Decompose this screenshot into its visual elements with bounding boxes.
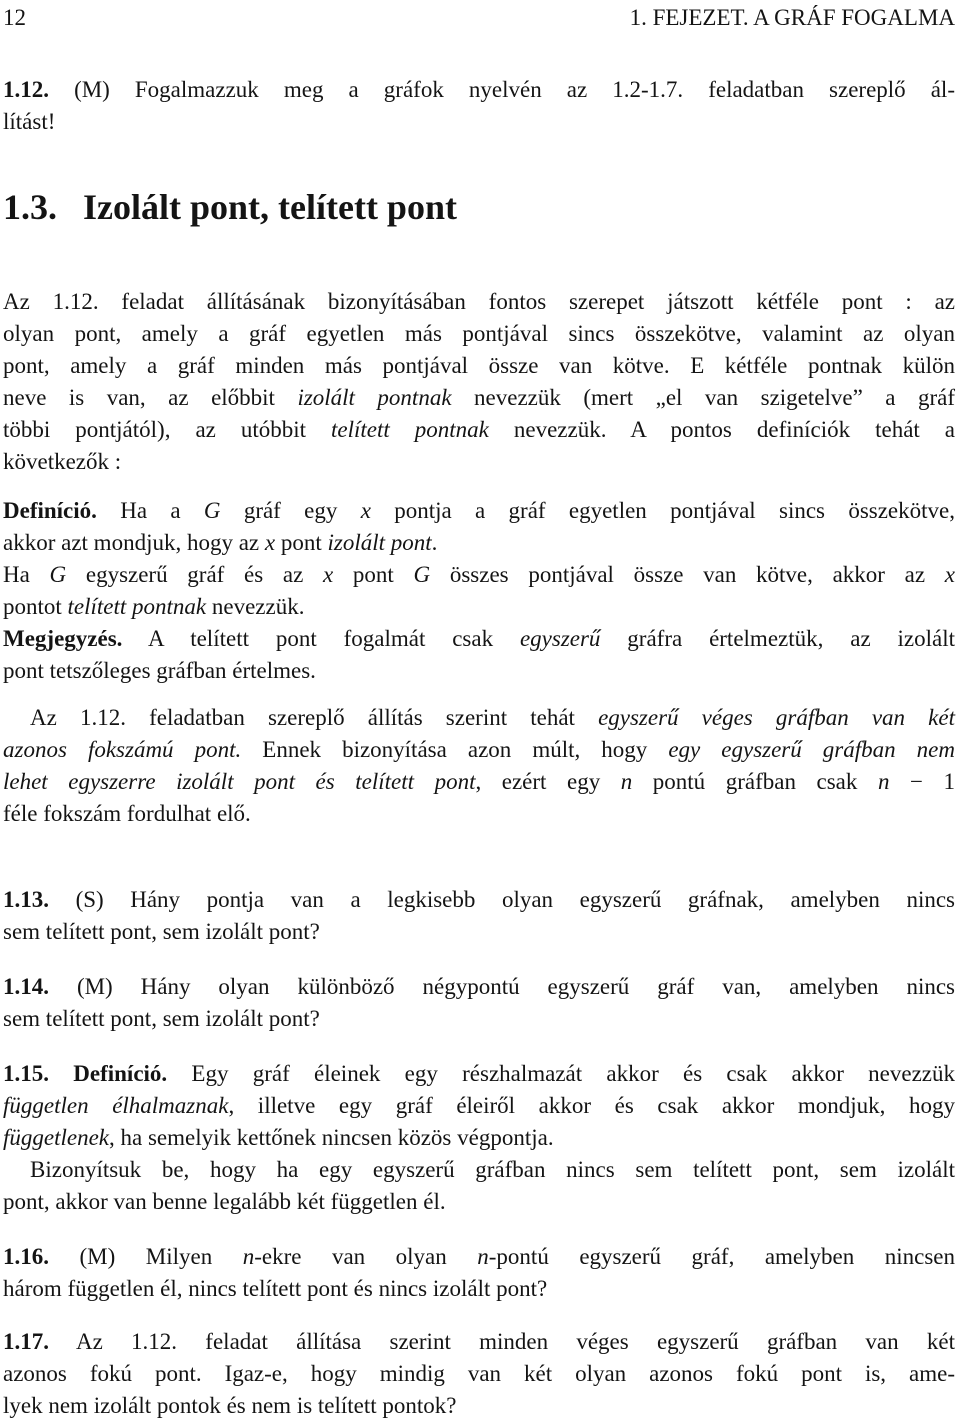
text-run: . — [431, 530, 438, 555]
text-run: − 1 — [889, 769, 955, 794]
definition-saturated-point — [3, 559, 955, 623]
definition-isolated-point — [3, 495, 955, 559]
exercise-1-15-task-line-2 — [3, 1186, 955, 1218]
italic-text: x — [944, 562, 956, 587]
section-number: 1.3. — [3, 187, 57, 227]
text-run: Ha — [3, 562, 50, 587]
italic-text: x — [264, 530, 276, 555]
italic-text: x — [360, 498, 371, 523]
exercise-1-17-line-2 — [3, 1358, 955, 1390]
running-header — [3, 2, 955, 34]
text-run: gráfra értelmeztük, az izolált — [600, 626, 955, 651]
exercise-1-15-definition-line-1 — [3, 1058, 955, 1090]
exercise-1-15-task — [3, 1154, 955, 1218]
exercise-1-17-line-1 — [3, 1326, 955, 1358]
text-run — [49, 1061, 73, 1086]
italic-text: lehet egyszerre izolált pont és telített pont — [3, 769, 476, 794]
text-run: -pontú egyszerű gráf, amelyben nincsen — [488, 1244, 955, 1269]
text-run: pontot — [3, 594, 68, 619]
intro-paragraph-line-5 — [3, 414, 955, 446]
bold-label: 1.12. — [3, 77, 49, 102]
exercise-1-13-line-2 — [3, 916, 955, 948]
text-run: akkor azt mondjuk, hogy az — [3, 530, 265, 555]
italic-text: G — [413, 562, 431, 587]
remark-paragraph — [3, 702, 955, 830]
italic-text: G — [203, 498, 221, 523]
bold-label: 1.13. — [3, 887, 49, 912]
text-run: pontja a gráf egyetlen pontjával sincs összekötve, — [370, 498, 955, 523]
text-run: nevezzük. — [206, 594, 305, 619]
text-run: gráf egy — [220, 498, 361, 523]
intro-paragraph-line-4 — [3, 382, 955, 414]
bold-label: Definíció. — [73, 1061, 168, 1086]
exercise-1-13-line-1 — [3, 884, 955, 916]
exercise-1-15-definition — [3, 1058, 955, 1154]
text-run: Egy gráf éleinek egy részhalmazát akkor és csak akkor nevezzük — [167, 1061, 956, 1086]
text-run: Bizonyítsuk be, hogy ha egy egyszerű gráfban nincs sem telített pont, sem izolált — [30, 1157, 955, 1182]
italic-text: izolált pontnak — [297, 385, 452, 410]
text-run: nevezzük. A pontos definíciók tehát a — [488, 417, 956, 442]
italic-text: n — [242, 1244, 255, 1269]
italic-text: függetlenek — [3, 1125, 110, 1150]
exercise-1-12 — [3, 74, 955, 138]
intro-paragraph-line-2 — [3, 318, 955, 350]
exercise-1-17 — [3, 1326, 955, 1422]
note-paragraph-line-2 — [3, 655, 955, 687]
text-run: pont, amely a gráf minden más pontjával össze van kötve. E kétféle pontnak külön — [3, 353, 955, 378]
text-run: három független él, nincs telített pont és nincs izolált pont? — [3, 1276, 548, 1301]
definition-saturated-point-line-2 — [3, 591, 955, 623]
italic-text: n — [877, 769, 890, 794]
italic-text: G — [49, 562, 67, 587]
exercise-1-14 — [3, 971, 955, 1035]
italic-text: azonos fokszámú pont. — [3, 737, 242, 762]
text-run: (M) Hány olyan különböző négypontú egyszerű gráf van, amelyben nincs — [49, 974, 955, 999]
exercise-1-15-task-line-1 — [3, 1154, 955, 1186]
intro-paragraph-line-3 — [3, 350, 955, 382]
text-run: (S) Hány pontja van a legkisebb olyan egyszerű gráfnak, amelyben nincs — [49, 887, 955, 912]
definition-saturated-point-line-1 — [3, 559, 955, 591]
text-run: pont tetszőleges gráfban értelmes. — [3, 658, 316, 683]
text-run: Az 1.12. feladat állítása szerint minden véges egyszerű gráfban van két — [49, 1329, 955, 1354]
bold-label: 1.14. — [3, 974, 49, 999]
bold-label: 1.15. — [3, 1061, 49, 1086]
exercise-1-14-line-1 — [3, 971, 955, 1003]
italic-text: egy egyszerű gráfban nem — [668, 737, 956, 762]
remark-paragraph-line-3 — [3, 766, 955, 798]
bold-label: 1.17. — [3, 1329, 49, 1354]
exercise-1-12-line-1 — [3, 74, 955, 106]
italic-text: x — [323, 562, 334, 587]
section-heading — [3, 185, 457, 229]
exercise-1-15-definition-line-2 — [3, 1090, 955, 1122]
text-run: következők : — [3, 449, 122, 474]
exercise-1-17-line-3 — [3, 1390, 955, 1422]
text-run: -ekre van olyan — [254, 1244, 478, 1269]
text-run: sem telített pont, sem izolált pont? — [3, 919, 320, 944]
text-run: Ha a — [96, 498, 204, 523]
text-run: pont — [333, 562, 414, 587]
text-run: , illetve egy gráf éleiről akkor és csak akkor mondjuk, hogy — [228, 1093, 955, 1118]
text-run: (M) Fogalmazzuk meg a gráfok nyelvén az 1.2-1.7. feladatban szereplő ál- — [49, 77, 955, 102]
italic-text: izolált pont — [327, 530, 432, 555]
text-run: összes pontjával össze van kötve, akkor az — [430, 562, 945, 587]
definition-isolated-point-line-2 — [3, 527, 955, 559]
italic-text: független élhalmaznak — [3, 1093, 229, 1118]
italic-text: egyszerű véges gráfban van két — [598, 705, 955, 730]
text-run: pont, akkor van benne legalább két független él. — [3, 1189, 446, 1214]
exercise-1-12-line-2 — [3, 106, 955, 138]
note-paragraph — [3, 623, 955, 687]
text-run: lítást! — [3, 109, 56, 134]
section-title: Izolált pont, telített pont — [83, 187, 457, 227]
text-run: (M) Milyen — [49, 1244, 243, 1269]
text-run: pontú gráfban csak — [632, 769, 878, 794]
text-run: Az 1.12. feladatban szereplő állítás szerint tehát — [30, 705, 599, 730]
text-run: nevezzük (mert „el van szigetelve” a gráf — [451, 385, 955, 410]
text-run: lyek nem izolált pontok és nem is telített pontok? — [3, 1393, 457, 1418]
page-number: 12 — [3, 5, 26, 30]
italic-text: telített pontnak — [67, 594, 207, 619]
text-run: , ezért egy — [475, 769, 621, 794]
text-run: egyszerű gráf és az — [66, 562, 324, 587]
note-paragraph-line-1 — [3, 623, 955, 655]
italic-text: n — [477, 1244, 489, 1269]
italic-text: telített pontnak — [331, 417, 489, 442]
intro-paragraph-line-6 — [3, 446, 955, 478]
text-run: többi pontjától), az utóbbit — [3, 417, 332, 442]
bold-label: Definíció. — [3, 498, 97, 523]
bold-label: 1.16. — [3, 1244, 49, 1269]
text-run: A telített pont fogalmát csak — [122, 626, 520, 651]
text-run: neve is van, az előbbit — [3, 385, 298, 410]
remark-paragraph-line-4 — [3, 798, 955, 830]
chapter-title: 1. FEJEZET. A GRÁF FOGALMA — [629, 5, 955, 30]
italic-text: egyszerű — [519, 626, 601, 651]
definition-isolated-point-line-1 — [3, 495, 955, 527]
bold-label: Megjegyzés. — [3, 626, 123, 651]
text-run: féle fokszám fordulhat elő. — [3, 801, 251, 826]
exercise-1-13 — [3, 884, 955, 948]
exercise-1-14-line-2 — [3, 1003, 955, 1035]
text-run: , ha semelyik kettőnek nincsen közös végpontja. — [109, 1125, 554, 1150]
exercise-1-15-definition-line-3 — [3, 1122, 955, 1154]
text-run: pont — [275, 530, 328, 555]
intro-paragraph — [3, 286, 955, 478]
text-run: Az 1.12. feladat állításának bizonyításában fontos szerepet játszott kétféle pont : az — [3, 289, 955, 314]
exercise-1-16-line-2 — [3, 1273, 955, 1305]
exercise-1-16 — [3, 1241, 955, 1305]
text-run: azonos fokú pont. Igaz-e, hogy mindig van két olyan azonos fokú pont is, ame- — [3, 1361, 955, 1386]
italic-text: n — [620, 769, 633, 794]
exercise-1-16-line-1 — [3, 1241, 955, 1273]
intro-paragraph-line-1 — [3, 286, 955, 318]
remark-paragraph-line-1 — [3, 702, 955, 734]
text-run: sem telített pont, sem izolált pont? — [3, 1006, 320, 1031]
remark-paragraph-line-2 — [3, 734, 955, 766]
text-run: olyan pont, amely a gráf egyetlen más pontjával sincs összekötve, valamint az olyan — [3, 321, 955, 346]
text-run: Ennek bizonyítása azon múlt, hogy — [241, 737, 669, 762]
